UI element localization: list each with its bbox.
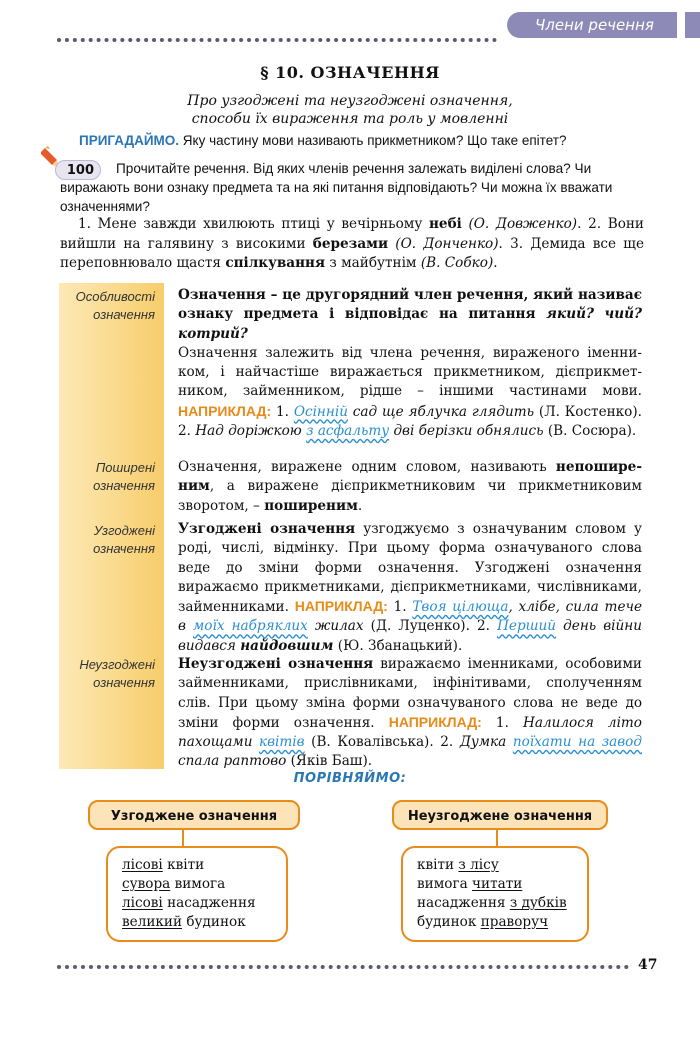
page-number: 47: [638, 957, 658, 973]
sidebar-label-non-agreed: Неузгоджені означення: [79, 657, 155, 690]
example-label: НАПРИКЛАД:: [388, 713, 482, 730]
rule-extended: Означення, виражене одним словом, називають непоширеним, а виражене дієприкметниковим чи прикметниковим зворотом, – поширеним.: [178, 459, 642, 514]
non-agreed-title-pill: Неузгоджене означення: [392, 800, 608, 830]
rule-agreed: Узгоджені означення узгоджуємо з означуваним словом у роді, числі, відмінку. При цьому форма означуваного слова веде до зміни форми означення. Узгоджені означення виражаємо прикметниками, дієприкметниками, числівниками, займенниками. НАПРИКЛАД: 1. Твоя цілюща, хлібе, сила тече в моїх набряклих жилах (Д. Луценко). 2. Перший день війни видався найдовшим (Ю. Збанацький).: [178, 521, 642, 654]
recall-label: ПРИГАДАЙМО.: [79, 133, 180, 148]
example-label: НАПРИКЛАД:: [294, 598, 388, 615]
agreed-examples-box: [106, 846, 288, 942]
list-item: насадження з дубків: [417, 895, 567, 911]
list-item: лісові квіти: [122, 857, 205, 873]
subtitle-line-2: способи їх вираження та роль у мовленні: [191, 111, 509, 127]
list-item: сувора вимога: [122, 876, 226, 892]
non-agreed-examples-box: [401, 846, 589, 942]
exercise-task: Прочитайте речення. Від яких членів речення залежать виділені слова? Чи виражають вони ознаку предмета та на які питання відповідають? Чи можна їх вважати означеннями?: [60, 161, 613, 214]
list-item: квіти з лісу: [417, 857, 499, 873]
subtitle-line-1: Про узгоджені та неузгоджені означення,: [187, 93, 513, 109]
page-title: § 10. ОЗНАЧЕННЯ: [260, 63, 440, 82]
list-item: великий будинок: [122, 914, 246, 930]
exercise-sentences: 1. Мене завжди хвилюють птиці у вечірньому небі (О. Довженко). 2. Вони вийшли на галявину з високими березами (О. Донченко). 3. Демида все ще переповнювало щастя спілкування з майбутнім (В. Собко).: [60, 216, 644, 271]
rule-non-agreed: Неузгоджені означення виражаємо іменниками, особовими займенниками, прислівниками, інфінітивами, сполученням слів. При цьому зміна форми означуваного слова не веде до зміни форми означення. НАПРИКЛАД: 1. Налилося літо пахощами квітів (В. Ковалівська). 2. Думка поїхати на завод спала раптово (Яків Баш).: [178, 656, 642, 770]
exercise-number: 100: [55, 160, 101, 180]
list-item: вимога читати: [417, 876, 523, 892]
sidebar-label-features: Особливості означення: [75, 289, 155, 322]
sidebar-label-extended: Поширені означення: [93, 460, 155, 493]
example-label: НАПРИКЛАД:: [178, 402, 272, 419]
recall-text: Яку частину мови називають прикметником? Що таке епітет?: [182, 133, 567, 148]
agreed-title-pill: Узгоджене означення: [88, 800, 300, 830]
compare-title: ПОРІВНЯЙМО:: [293, 771, 407, 786]
sidebar-label-agreed: Узгоджені означення: [93, 523, 155, 556]
list-item: лісові насадження: [122, 895, 256, 911]
section-tab: Члени речення: [507, 12, 677, 38]
rule-features: Означення – це другорядний член речення, який називає ознаку предмета і відповідає на питання який? чий? котрий? Означення залежить від члена речення, вираженого іменником, і найчастіше виражається прикметником, дієприкметником, займенником, рідше – іншими частинами мови. НАПРИКЛАД: 1. Осінній сад ще яблучка глядить (Л. Костенко). 2. Над доріжкою з асфальту дві берізки обнялись (В. Сосюра).: [178, 287, 642, 440]
bottom-dotted-rule: [57, 965, 629, 969]
list-item: будинок праворуч: [417, 914, 549, 930]
